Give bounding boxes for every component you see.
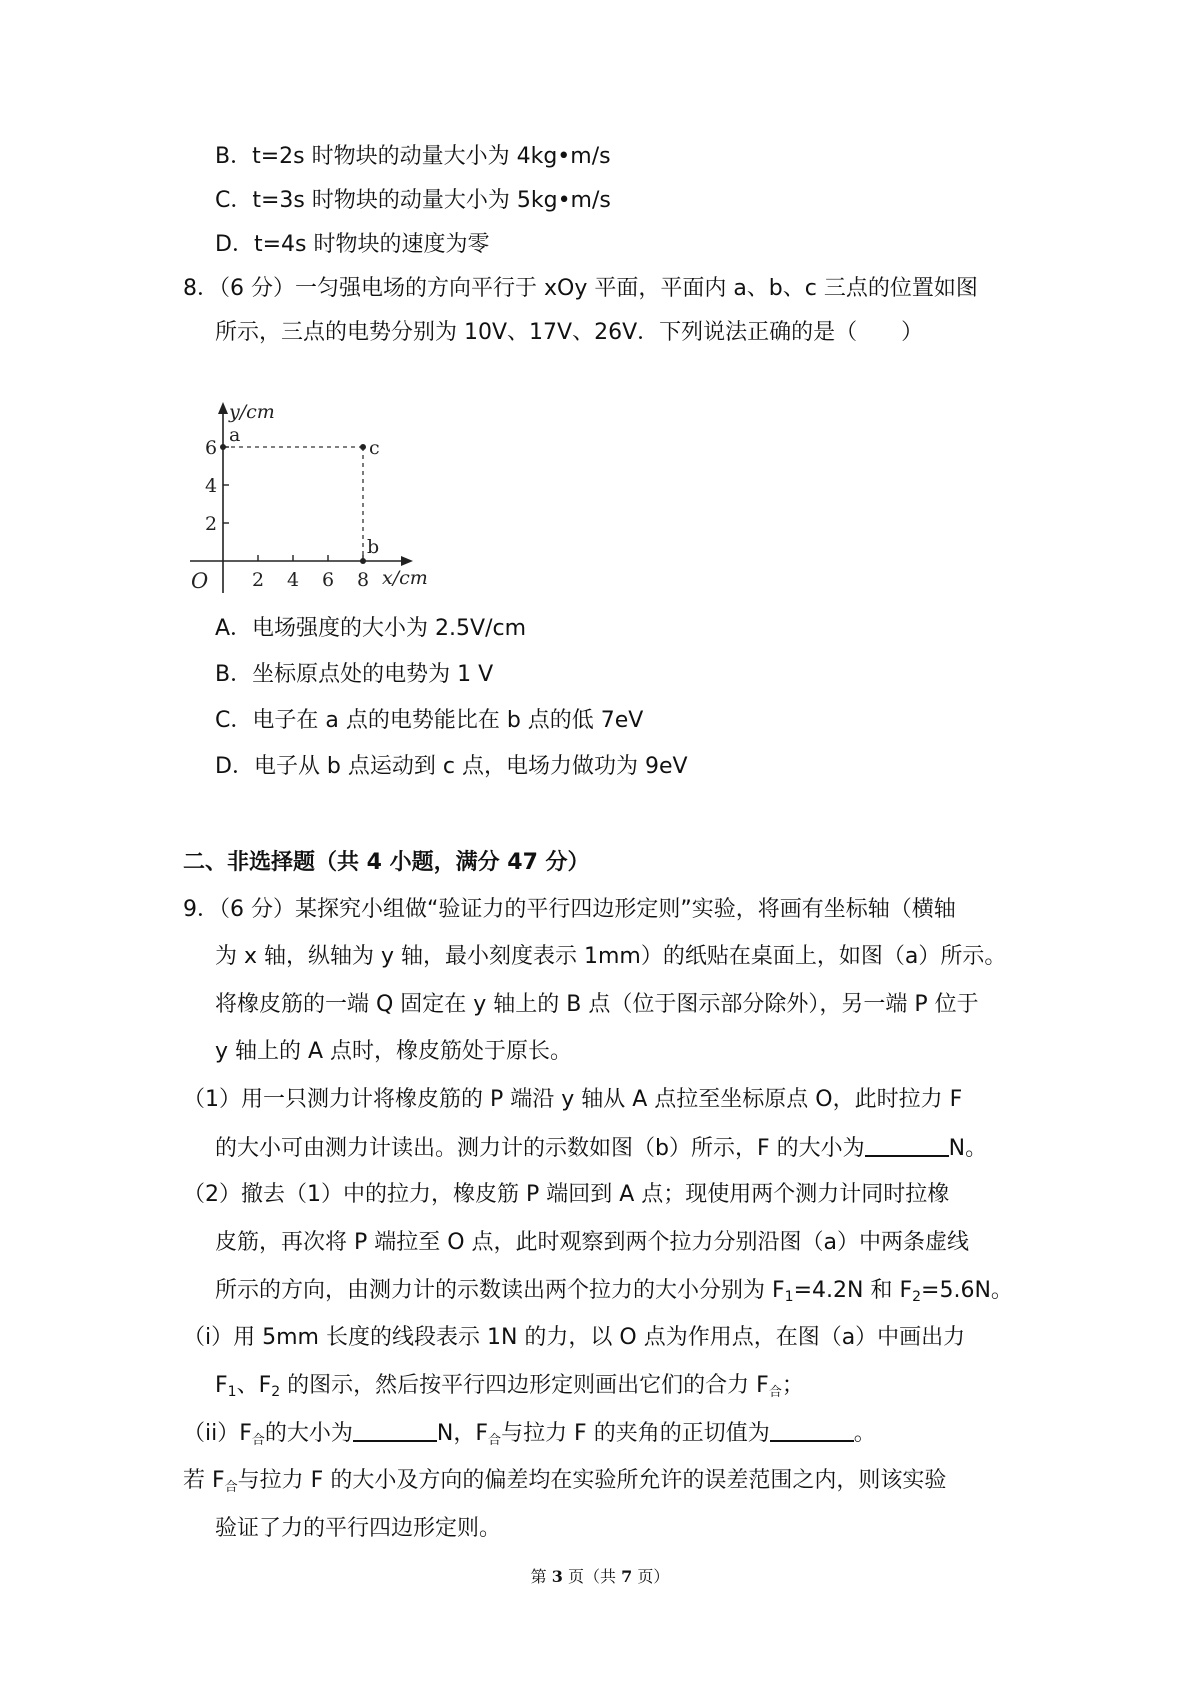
q7-option-d: D．t=4s 时物块的速度为零 [215,232,490,257]
q9-i-text-a: F [215,1373,228,1398]
q9-part2-text-c: =5.6N。 [921,1278,1013,1303]
q8-option-d: D．电子从 b 点运动到 c 点，电场力做功为 9eV [215,754,688,779]
q9-conclusion-line2: 验证了力的平行四边形定则。 [215,1516,502,1541]
y-tick-label-4: 4 [205,475,218,497]
footer-page-number: 3 [551,1567,563,1586]
answer-blank-tangent[interactable] [770,1418,854,1442]
footer-total-pages: 7 [621,1567,633,1586]
q8-option-b: B．坐标原点处的电势为 1 V [215,662,494,687]
point-a-label: a [229,424,241,446]
q9-sub-i-line2 [215,1371,804,1401]
x-tick-label-2: 2 [252,569,265,591]
q9-sub-ii-line [183,1418,876,1449]
y-axis-arrow [218,402,228,414]
q7-option-c: C．t=3s 时物块的动量大小为 5kg•m/s [215,188,611,213]
point-c-dot [360,444,366,450]
point-c-label: c [369,437,380,459]
x-tick-label-6: 6 [322,569,335,591]
q9-part2-text-b: =4.2N 和 F [793,1278,913,1303]
q7-option-b: B．t=2s 时物块的动量大小为 4kg•m/s [215,144,611,169]
q9-part2-line1: （2）撤去（1）中的拉力，橡皮筋 P 端回到 A 点；现使用两个测力计同时拉橡 [183,1182,950,1207]
q9-ii-text-c: N，F [436,1421,489,1446]
sub-1: 1 [227,1384,237,1400]
sub-he: 合 [251,1433,265,1448]
q8-stem-line2: 所示，三点的电势分别为 10V、17V、26V．下列说法正确的是（ ） [215,320,924,345]
y-axis-label: y/cm [229,401,275,423]
section2-heading: 二、非选择题（共 4 小题，满分 47 分） [183,850,590,875]
point-b-dot [360,558,366,564]
x-axis-label: x/cm [382,567,428,589]
q9-line4: y 轴上的 A 点时，橡皮筋处于原长。 [215,1039,573,1064]
q9-line1: 9．（6 分）某探究小组做“验证力的平行四边形定则”实验，将画有坐标轴（横轴 [183,897,956,922]
q9-line3: 将橡皮筋的一端 Q 固定在 y 轴上的 B 点（位于图示部分除外），另一端 P 位于 [215,992,979,1017]
answer-blank-f-he[interactable] [353,1418,437,1442]
q9-part1-line1: （1）用一只测力计将橡皮筋的 P 端沿 y 轴从 A 点拉至坐标原点 O，此时拉力 F [183,1087,963,1112]
footer-text: 第 [530,1567,552,1586]
sub-he: 合 [224,1480,238,1495]
q9-part1-line2 [215,1133,987,1164]
sub-2: 2 [912,1289,922,1305]
sub-he: 合 [488,1433,502,1448]
x-tick-label-8: 8 [357,569,370,591]
q9-part2-text-a: 所示的方向，由测力计的示数读出两个拉力的大小分别为 F [215,1278,785,1303]
origin-label: O [191,569,209,593]
q9-conclusion-line1 [183,1466,946,1496]
q9-last-text-b: 与拉力 F 的大小及方向的偏差均在实验所允许的误差范围之内，则该实验 [237,1468,947,1493]
q9-i-text-b: 、F [236,1373,272,1398]
q9-ii-text-d: 与拉力 F 的夹角的正切值为 [501,1421,770,1446]
q9-part1-text: 的大小可由测力计读出。测力计的示数如图（b）所示，F 的大小为 [215,1136,865,1161]
x-axis-arrow [401,556,413,566]
q9-ii-text-e: 。 [853,1421,876,1446]
q9-part1-unit: N。 [948,1136,988,1161]
sub-he: 合 [768,1385,782,1400]
answer-blank-f[interactable] [865,1133,949,1157]
x-tick-label-4: 4 [287,569,300,591]
q9-sub-i-line1: （i）用 5mm 长度的线段表示 1N 的力，以 O 点为作用点，在图（a）中画出力 [183,1325,966,1350]
footer-text: 页（共 [562,1567,622,1586]
y-tick-label-6: 6 [205,437,218,459]
q9-i-text-c: 的图示，然后按平行四边形定则画出它们的合力 F [280,1373,769,1398]
q9-i-text-d: ； [781,1373,804,1398]
sub-1: 1 [784,1289,794,1305]
q9-line2: 为 x 轴，纵轴为 y 轴，最小刻度表示 1mm）的纸贴在桌面上，如图（a）所示。 [215,944,1007,969]
point-b-label: b [367,536,380,558]
q9-part2-line3 [215,1276,1013,1306]
q8-option-c: C．电子在 a 点的电势能比在 b 点的低 7eV [215,708,644,733]
q9-part2-line2: 皮筋，再次将 P 端拉至 O 点，此时观察到两个拉力分别沿图（a）中两条虚线 [215,1230,970,1255]
q9-ii-text-a: （ii）F [183,1421,252,1446]
q9-ii-text-b: 的大小为 [264,1421,353,1446]
q8-stem-line1: 8．（6 分）一匀强电场的方向平行于 xOy 平面，平面内 a、b、c 三点的位置如图 [183,276,978,301]
q8-option-a: A．电场强度的大小为 2.5V/cm [215,616,527,641]
sub-2: 2 [271,1384,281,1400]
y-tick-label-2: 2 [205,513,218,535]
page-footer [0,1566,1200,1588]
q8-coordinate-figure [185,398,435,598]
footer-text: 页） [632,1567,670,1586]
point-a-dot [220,444,226,450]
q9-last-text-a: 若 F [183,1468,225,1493]
